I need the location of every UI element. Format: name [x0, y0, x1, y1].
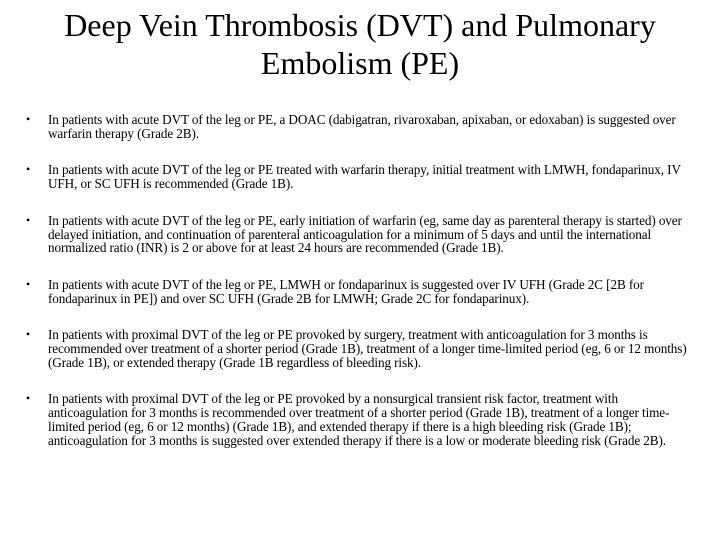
- bullet-text: In patients with acute DVT of the leg or PE, LMWH or fondaparinux is suggested over IV UFH (Grade 2C [2B for fondaparinux in PE]) and over SC UFH (Grade 2B for LMWH; Grade 2C for fondaparinux).: [48, 276, 644, 306]
- slide-title-line-1: Deep Vein Thrombosis (DVT) and Pulmonary: [64, 7, 656, 43]
- bullet-text: In patients with proximal DVT of the leg or PE provoked by surgery, treatment with anticoagulation for 3 months is recommended over treatment of a shorter period (Grade 1B), treatment of a longer time-limited period (eg, 6 or 12 months) (Grade 1B), or extended therapy (Grade 1B regardless of bleeding risk).: [48, 327, 687, 370]
- bullet-list: [25, 113, 695, 447]
- bullet-item: [25, 328, 695, 369]
- bullet-dot-icon: •: [26, 212, 31, 227]
- bullet-text: In patients with acute DVT of the leg or PE, a DOAC (dabigatran, rivaroxaban, apixaban, or edoxaban) is suggested over warfarin therapy (Grade 2B).: [48, 112, 676, 141]
- bullet-item: [25, 214, 695, 255]
- bullet-item: [25, 113, 695, 140]
- slide-title: [0, 6, 720, 82]
- bullet-dot-icon: •: [26, 391, 31, 406]
- bullet-text: In patients with proximal DVT of the leg or PE provoked by a nonsurgical transient risk factor, treatment with anticoagulation for 3 months is recommended over treatment of a shorter period (Grade 1B), treatment of a longer time-limited period (eg, 6 or 12 months) (Grade 1B), and extended therapy if there is a high bleeding risk (Grade 1B); anticoagulation for 3 months is suggested over extended therapy if there is a low or moderate bleeding risk (Grade 2B).: [48, 391, 670, 448]
- bullet-item: [25, 163, 695, 190]
- bullet-dot-icon: •: [26, 327, 31, 342]
- bullet-dot-icon: •: [26, 112, 31, 126]
- bullet-dot-icon: •: [26, 276, 31, 291]
- bullet-text: In patients with acute DVT of the leg or PE treated with warfarin therapy, initial treatment with LMWH, fondaparinux, IV UFH, or SC UFH is recommended (Grade 1B).: [48, 162, 681, 192]
- bullet-item: [25, 392, 695, 447]
- bullet-dot-icon: •: [26, 162, 31, 177]
- bullet-item: [25, 278, 695, 305]
- bullet-text: In patients with acute DVT of the leg or PE, early initiation of warfarin (eg, same day as parenteral therapy is started) over delayed initiation, and continuation of parenteral anticoagulation for a minimum of 5 days and until the international normalized ratio (INR) is 2 or above for at least 24 hours are recommended (Grade 1B).: [48, 212, 682, 256]
- slide-title-line-2: Embolism (PE): [260, 45, 460, 81]
